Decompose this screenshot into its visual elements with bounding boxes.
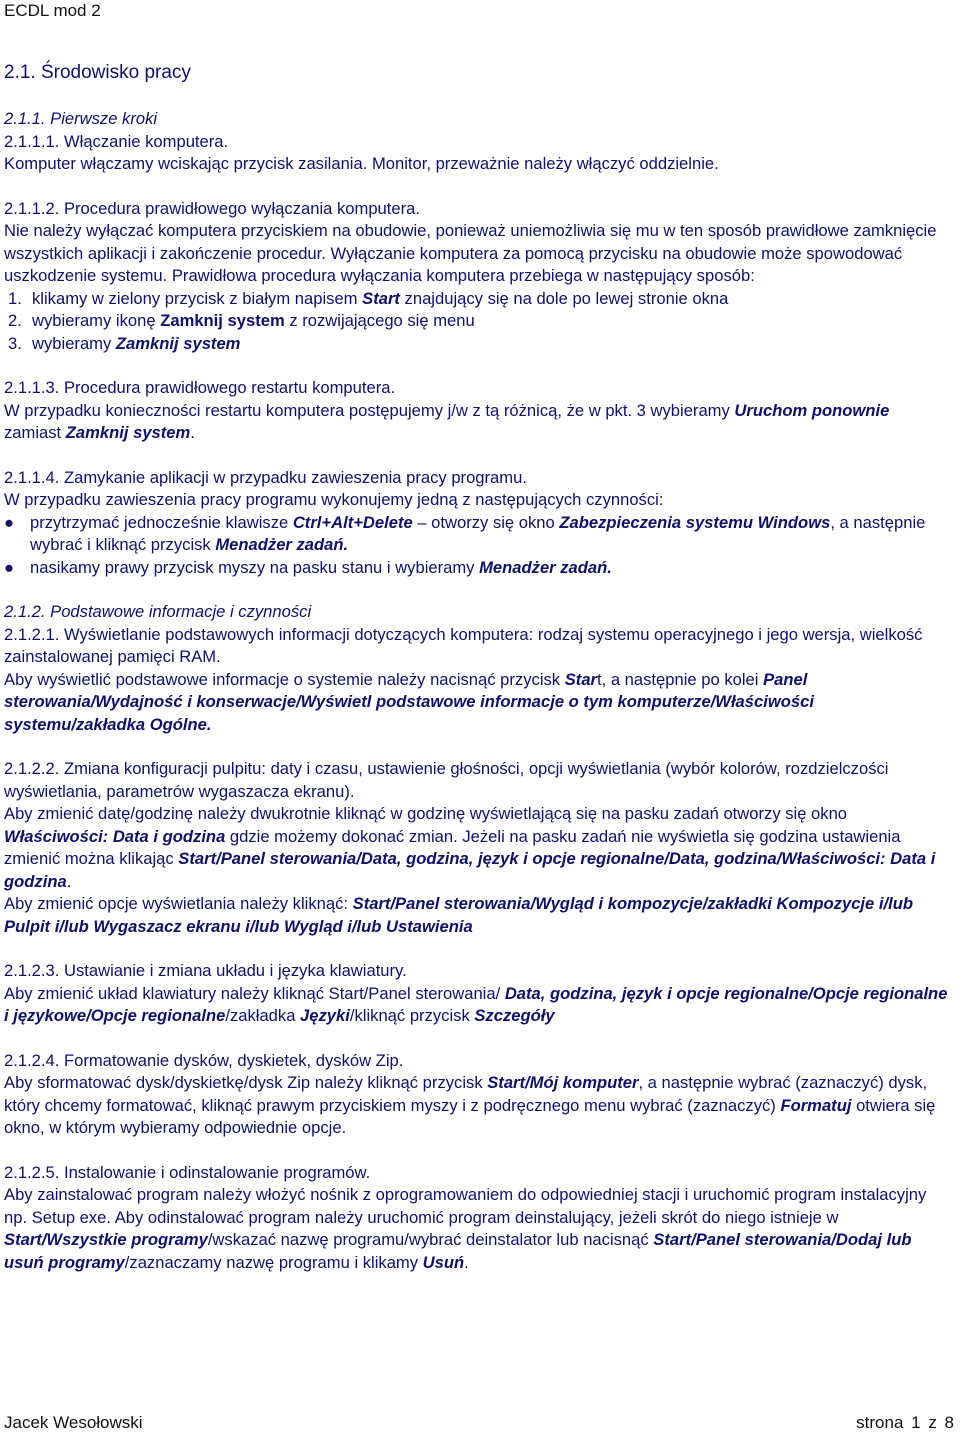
text: przytrzymać jednocześnie klawisze <box>30 512 293 532</box>
text: wybieramy ikonę <box>32 311 161 330</box>
text: , a następnie wybrać (zaznaczyć) dysk, który chcemy formatować, kliknąć prawym przyciskiem myszy i z podręcznego menu wybrać (zaznaczyć) <box>4 1073 928 1115</box>
text: /wskazać nazwę programu/wybrać deinstalator lub nacisnąć <box>207 1230 654 1249</box>
footer-page-number: strona 1 z 8 <box>856 1413 954 1432</box>
section-heading-2-1-2-1: 2.1.2.1. Wyświetlanie podstawowych informacji dotyczących komputera: rodzaj systemu operacyjnego i jego wersja, wielkość zainstalowanej pamięci RAM. <box>4 624 923 666</box>
emphasis: Data, godzina, język i opcje regionalne/Opcje regionalne i językowe/Opcje regionalne <box>4 983 948 1025</box>
text: – otworzy się okno <box>412 512 560 532</box>
list-number: 1. <box>8 288 22 308</box>
text: . <box>464 1252 469 1272</box>
emphasis: Start/Panel sterowania/Data, godzina, język i opcje regionalne/Data, godzina/Właściwości: Data i godzina <box>4 849 936 891</box>
text: Aby zmienić datę/godzinę należy dwukrotnie kliknąć w godzinę wyświetlającą się na pasku zadań otworzy się okno <box>4 804 848 823</box>
emphasis: Właściwości: Data i godzina <box>4 826 226 846</box>
text: otwiera się okno, w którym wybieramy odpowiednie opcje. <box>4 1095 936 1137</box>
list-number: 3. <box>8 333 22 353</box>
paragraph <box>4 1184 949 1274</box>
text: klikamy w zielony przycisk z białym napisem <box>32 288 363 308</box>
text: z rozwijającego się menu <box>284 311 475 330</box>
emphasis: Zamknij system <box>65 423 191 442</box>
steps-list <box>4 288 949 356</box>
emphasis: Formatuj <box>780 1095 852 1115</box>
paragraph <box>4 400 949 445</box>
paragraph <box>4 893 949 938</box>
paragraph: Nie należy wyłączać komputera przyciskiem na obudowie, ponieważ uniemożliwia się mu w ten sposób prawidłowe zamknięcie wszystkich aplikacji i zakończenie procedur. Wyłączanie komputera za pomocą przycisku na obudowie może spowodować uszkodzenie systemu. Prawidłowa procedura wyłączania komputera przebiega w następujący sposób: <box>4 221 937 285</box>
paragraph: Komputer włączamy wciskając przycisk zasilania. Monitor, przeważnie należy włączyć oddzielnie. <box>4 154 719 173</box>
section-heading-2-1-1-3: 2.1.1.3. Procedura prawidłowego restartu komputera. <box>4 378 396 397</box>
text: /kliknąć przycisk <box>349 1006 475 1025</box>
paragraph: W przypadku zawieszenia pracy programu wykonujemy jedną z następujących czynności: <box>4 490 664 509</box>
text: nasikamy prawy przycisk myszy na pasku stanu i wybieramy <box>30 557 480 577</box>
emphasis: Start/Mój komputer <box>487 1073 639 1092</box>
text: , a następnie wybrać i kliknąć przycisk <box>30 512 926 554</box>
emphasis: Panel sterowania/Wydajność i konserwacje/Wyświetl podstawowe informacje o tym komputerze/Właściwości systemu/zakładka Ogólne. <box>4 669 814 734</box>
paragraph <box>4 669 949 737</box>
section-heading-2-1-2: 2.1.2. Podstawowe informacje i czynności <box>4 602 312 621</box>
section-heading-2-1-1-4: 2.1.1.4. Zamykanie aplikacji w przypadku zawieszenia pracy programu. <box>4 467 527 487</box>
document-content <box>4 60 949 1274</box>
bullet-icon: ● <box>4 512 15 532</box>
section-heading-2-1-2-4: 2.1.2.4. Formatowanie dysków, dyskietek, dysków Zip. <box>4 1050 404 1070</box>
emphasis: Szczegóły <box>474 1006 555 1025</box>
emphasis: Menadżer zadań. <box>215 535 349 554</box>
emphasis: Ctrl+Alt+Delete <box>292 512 413 532</box>
text: W przypadku konieczności restartu komputera postępujemy j/w z tą różnicą, że w pkt. 3 wybieramy <box>4 400 735 420</box>
text: Aby zmienić opcje wyświetlania należy kliknąć: <box>4 894 353 913</box>
text: . <box>190 423 195 442</box>
paragraph <box>4 983 949 1028</box>
emphasis: Zabezpieczenia systemu Windows <box>559 512 831 532</box>
emphasis: Start/Panel sterowania/Dodaj lub usuń programy <box>4 1230 912 1272</box>
text: wybieramy <box>32 333 116 353</box>
text: t, a następnie po kolei <box>597 669 764 689</box>
text: . <box>66 871 72 891</box>
section-heading-2-1-2-3: 2.1.2.3. Ustawianie i zmiana układu i języka klawiatury. <box>4 961 407 980</box>
list-item <box>4 333 949 356</box>
document-header: ECDL mod 2 <box>4 1 101 20</box>
emphasis: Zamknij system <box>115 333 241 353</box>
section-heading-2-1-2-2: 2.1.2.2. Zmiana konfiguracji pulpitu: daty i czasu, ustawienie głośności, opcji wyświetlania (wybór kolorów, rozdzielczości wyświetlania, parametrów wygaszacza ekranu). <box>4 759 889 801</box>
text: Aby zmienić układ klawiatury należy kliknąć Start/Panel sterowania/ <box>4 983 505 1003</box>
emphasis: Start/Panel sterowania/Wygląd i kompozycje/zakładki Kompozycje i/lub Pulpit i/lub Wygaszacz ekranu i/lub Wygląd i/lub Ustawienia <box>4 894 913 936</box>
list-number: 2. <box>8 311 22 330</box>
paragraph <box>4 1072 949 1140</box>
bullet-list <box>4 512 949 580</box>
text: Aby zainstalować program należy włożyć nośnik z oprogramowaniem do odpowiedniej stacji i uruchomić program instalacyjny np. Setup exe. Aby odinstalować program należy uruchomić program deinstalujący, jeżeli skrót do niego istnieje w <box>4 1185 927 1227</box>
emphasis: Start/Wszystkie programy <box>4 1230 208 1249</box>
section-heading-2-1-1: 2.1.1. Pierwsze kroki <box>4 109 158 128</box>
section-heading-2-1-1-2: 2.1.1.2. Procedura prawidłowego wyłączania komputera. <box>4 198 420 218</box>
text: /zakładka <box>225 1006 301 1025</box>
section-heading-2-1-1-1: 2.1.1.1. Włączanie komputera. <box>4 131 229 151</box>
bullet-icon: ● <box>4 557 15 577</box>
text: Aby sformatować dysk/dyskietkę/dysk Zip należy kliknąć przycisk <box>4 1073 488 1092</box>
section-heading-2-1-2-5: 2.1.2.5. Instalowanie i odinstalowanie programów. <box>4 1162 371 1182</box>
footer-author: Jacek Wesołowski <box>4 1413 143 1432</box>
paragraph <box>4 803 949 893</box>
text: /zaznaczamy nazwę programu i klikamy <box>124 1252 423 1272</box>
emphasis: Start <box>362 288 400 308</box>
list-item <box>4 310 949 333</box>
emphasis: Uruchom ponownie <box>734 400 890 420</box>
list-item <box>4 512 949 557</box>
section-heading-2-1: 2.1. Środowisko pracy <box>4 62 191 83</box>
text: gdzie możemy dokonać zmian. Jeżeli na pasku zadań nie wyświetla się godzina ustawienia zmienić można klikając <box>4 826 901 868</box>
emphasis: Star <box>564 669 597 689</box>
emphasis: Zamknij system <box>160 311 285 330</box>
emphasis: Usuń <box>422 1252 465 1272</box>
emphasis: Menadżer zadań. <box>479 557 612 577</box>
list-item <box>4 288 949 311</box>
list-item <box>4 557 949 580</box>
emphasis: Języki <box>300 1006 350 1025</box>
text: znajdujący się na dole po lewej stronie okna <box>399 288 729 308</box>
text: zamiast <box>4 423 66 442</box>
text: Aby wyświetlić podstawowe informacje o systemie należy nacisnąć przycisk <box>4 669 565 689</box>
